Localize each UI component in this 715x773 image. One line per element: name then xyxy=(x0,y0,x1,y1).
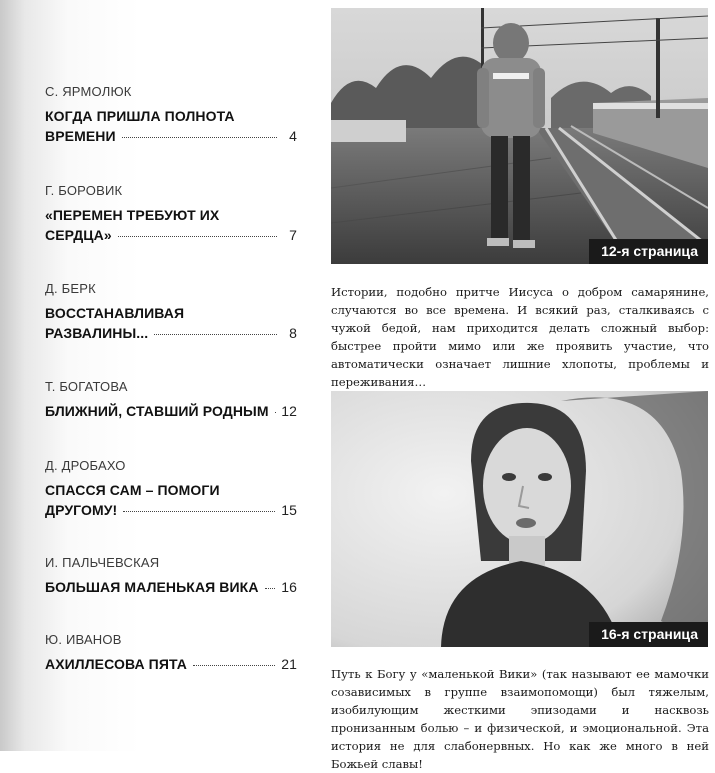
toc-page-number: 7 xyxy=(289,227,297,243)
toc-entry[interactable] xyxy=(45,183,297,245)
toc-title xyxy=(45,303,297,343)
table-of-contents xyxy=(0,0,312,751)
toc-title xyxy=(45,480,297,520)
portrait-photo-image xyxy=(331,391,708,647)
toc-page-number: 4 xyxy=(289,128,297,144)
feature-caption: Истории, подобно притче Иисуса о добром самарянине, случаются во все времена. И всякий раз, сталкиваясь с чужой бедой, нам приходится делать сложный выбор: быстрее пройти мимо или же проявить участие, что автоматически означает лишние хлопоты, проблемы и переживания… xyxy=(331,285,709,389)
portrait-photo[interactable] xyxy=(331,391,708,647)
dot-leader xyxy=(275,411,276,413)
toc-author: Ю. ИВАНОВ xyxy=(45,632,122,647)
toc-title-line: БОЛЬШАЯ МАЛЕНЬКАЯ ВИКА xyxy=(45,579,259,595)
toc-title-line: ВРЕМЕНИ xyxy=(45,128,116,144)
page-badge: 16-я страница xyxy=(589,622,708,647)
toc-title-line: ДРУГОМУ! xyxy=(45,502,118,518)
toc-entry[interactable] xyxy=(45,458,297,520)
toc-title xyxy=(45,654,297,674)
toc-title-line: ВОССТАНАВЛИВАЯ xyxy=(45,305,185,321)
toc-author: Д. ДРОБАХО xyxy=(45,458,126,473)
toc-entry[interactable] xyxy=(45,379,297,421)
toc-author: Д. БЕРК xyxy=(45,281,96,296)
toc-author: Г. БОРОВИК xyxy=(45,183,123,198)
toc-entry[interactable] xyxy=(45,555,297,597)
dot-leader xyxy=(123,510,275,512)
toc-author: Т. БОГАТОВА xyxy=(45,379,128,394)
toc-entry[interactable] xyxy=(45,84,297,146)
feature-caption: Путь к Богу у «маленькой Вики» (так называют ее мамочки созависимых в группе взаимопомощи) был тяжелым, изобилующим жесткими эпизодами и насквозь пронизанным болью – и физической, и эмоциональной. Эта история не для слабонервных. Но как же много в ней Божьей славы! xyxy=(331,667,709,771)
dot-leader xyxy=(193,664,275,666)
railway-photo-image xyxy=(331,8,708,264)
toc-entry[interactable] xyxy=(45,281,297,343)
toc-page-number: 15 xyxy=(281,502,297,518)
toc-title-line: СЕРДЦА» xyxy=(45,227,112,243)
toc-author: С. ЯРМОЛЮК xyxy=(45,84,132,99)
railway-photo[interactable] xyxy=(331,8,708,264)
dot-leader xyxy=(265,587,276,589)
page-badge: 12-я страница xyxy=(589,239,708,264)
toc-title xyxy=(45,205,297,245)
toc-author: И. ПАЛЬЧЕВСКАЯ xyxy=(45,555,160,570)
toc-page-number: 21 xyxy=(281,656,297,672)
toc-title xyxy=(45,106,297,146)
dot-leader xyxy=(118,235,277,237)
toc-page-number: 12 xyxy=(281,403,297,419)
toc-page-number: 8 xyxy=(289,325,297,341)
dot-leader xyxy=(122,136,277,138)
toc-title-line: РАЗВАЛИНЫ... xyxy=(45,325,149,341)
toc-page-number: 16 xyxy=(281,579,297,595)
toc-title-line: АХИЛЛЕСОВА ПЯТА xyxy=(45,656,187,672)
toc-title xyxy=(45,577,297,597)
toc-title-line: БЛИЖНИЙ, СТАВШИЙ РОДНЫМ xyxy=(45,403,269,419)
toc-title-line: СПАССЯ САМ – ПОМОГИ xyxy=(45,482,220,498)
toc-title xyxy=(45,401,297,421)
toc-entry[interactable] xyxy=(45,632,297,674)
dot-leader xyxy=(154,333,277,335)
toc-title-line: КОГДА ПРИШЛА ПОЛНОТА xyxy=(45,108,235,124)
toc-title-line: «ПЕРЕМЕН ТРЕБУЮТ ИХ xyxy=(45,207,220,223)
